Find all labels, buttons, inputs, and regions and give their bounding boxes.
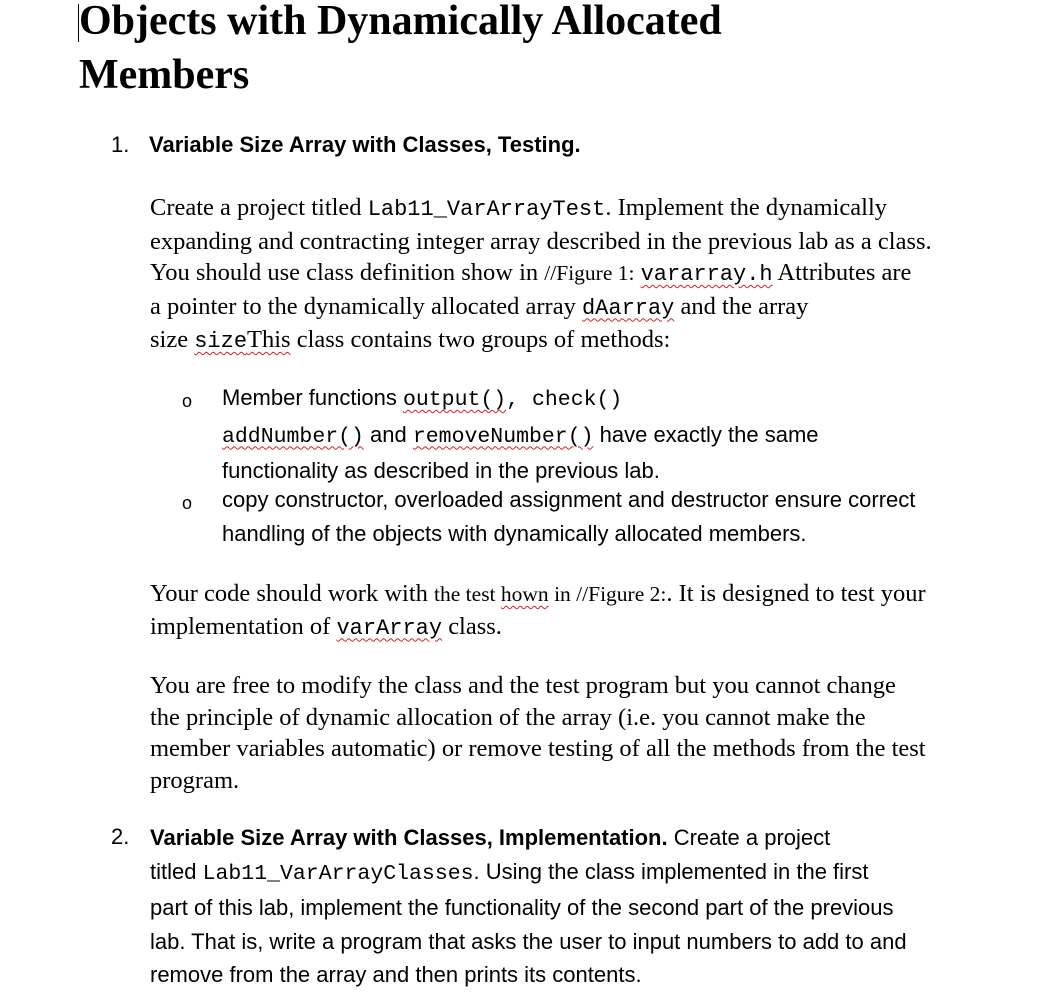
para-text: . It is designed to test your xyxy=(666,580,926,607)
para-text: titled xyxy=(150,858,203,884)
para-text: in xyxy=(548,582,577,606)
bullet-marker: o xyxy=(182,493,193,513)
bullet-text: copy constructor, overloaded assignment and destructor ensure correct xyxy=(222,487,916,512)
para-text: . Implement the dynamically xyxy=(605,194,887,221)
figure-2-reference: //Figure 2: xyxy=(576,582,667,606)
section-1-paragraph-1 xyxy=(150,192,1020,358)
section-1-heading xyxy=(111,130,581,160)
output-method-code: output() xyxy=(402,388,507,412)
section-1-paragraph-3 xyxy=(150,670,1020,796)
bullet-text: handling of the objects with dynamically allocated members. xyxy=(222,520,807,546)
para-text: lab. That is, write a program that asks the user to input numbers to add to and xyxy=(150,928,907,954)
bullet-text: have exactly the same xyxy=(593,421,819,447)
bullet-item-constructors xyxy=(222,483,1022,550)
section-1-paragraph-2 xyxy=(150,578,1020,644)
para-text: member variables automatic) or remove testing of all the methods from the test xyxy=(150,735,926,762)
para-text: size xyxy=(150,326,195,353)
project-name-code: Lab11_VarArrayTest xyxy=(367,197,606,222)
section-2-number: 2. xyxy=(111,824,130,849)
add-number-method-code: addNumber() xyxy=(222,424,364,449)
para-text: a pointer to the dynamically allocated array xyxy=(150,292,582,320)
section-2-paragraph xyxy=(150,821,1030,992)
para-text: You are free to modify the class and the test program but you cannot change xyxy=(150,672,896,699)
bullet-marker: o xyxy=(182,391,193,411)
typo-hown: hown xyxy=(500,582,549,606)
para-text: program. xyxy=(150,766,240,794)
array-attribute-code: dAarray xyxy=(581,295,675,321)
para-text: Your code should work with xyxy=(150,580,435,607)
check-method-code: , check() xyxy=(506,388,623,412)
header-file-code: vararray.h xyxy=(640,262,773,287)
section-2-title: Variable Size Array with Classes, Implementation. xyxy=(150,825,668,850)
remove-number-method-code: removeNumber() xyxy=(412,424,594,449)
bullet-text: functionality as described in the previous lab. xyxy=(222,458,660,483)
para-text: the test xyxy=(434,582,501,606)
para-text: remove from the array and then prints its contents. xyxy=(150,962,642,987)
project-name-code-2: Lab11_VarArrayClasses xyxy=(202,861,474,886)
para-text: implementation of xyxy=(150,612,337,640)
title-line-2: Members xyxy=(79,52,250,98)
class-name-code: varArray xyxy=(336,615,443,641)
para-text: . Using the class implemented in the first xyxy=(473,858,869,884)
para-text: Attributes are xyxy=(772,259,912,286)
figure-1-reference: //Figure 1: xyxy=(544,261,635,285)
document-title xyxy=(79,0,979,102)
section-1-number: 1. xyxy=(111,132,130,157)
para-text: part of this lab, implement the functionality of the second part of the previous xyxy=(150,895,894,920)
section-2-heading xyxy=(111,822,149,852)
size-attribute-code: size xyxy=(194,329,248,354)
bullet-item-methods xyxy=(222,381,1022,488)
bullet-text: Member functions xyxy=(222,385,403,410)
para-text: You should use class definition show in xyxy=(150,259,545,286)
para-text: This xyxy=(247,326,291,353)
para-text: expanding and contracting integer array described in the previous lab as a class. xyxy=(150,227,932,255)
para-text: Create a project xyxy=(667,825,831,850)
title-line-1: Objects with Dynamically Allocated xyxy=(79,0,722,44)
para-text: the principle of dynamic allocation of the array (i.e. you cannot make the xyxy=(150,703,866,731)
bullet-text: and xyxy=(363,421,413,447)
para-text: class contains two groups of methods: xyxy=(290,326,671,353)
section-1-title: Variable Size Array with Classes, Testing. xyxy=(149,132,581,157)
para-text: class. xyxy=(442,612,502,640)
para-text: and the array xyxy=(674,292,809,320)
para-text: Create a project titled xyxy=(150,194,368,221)
